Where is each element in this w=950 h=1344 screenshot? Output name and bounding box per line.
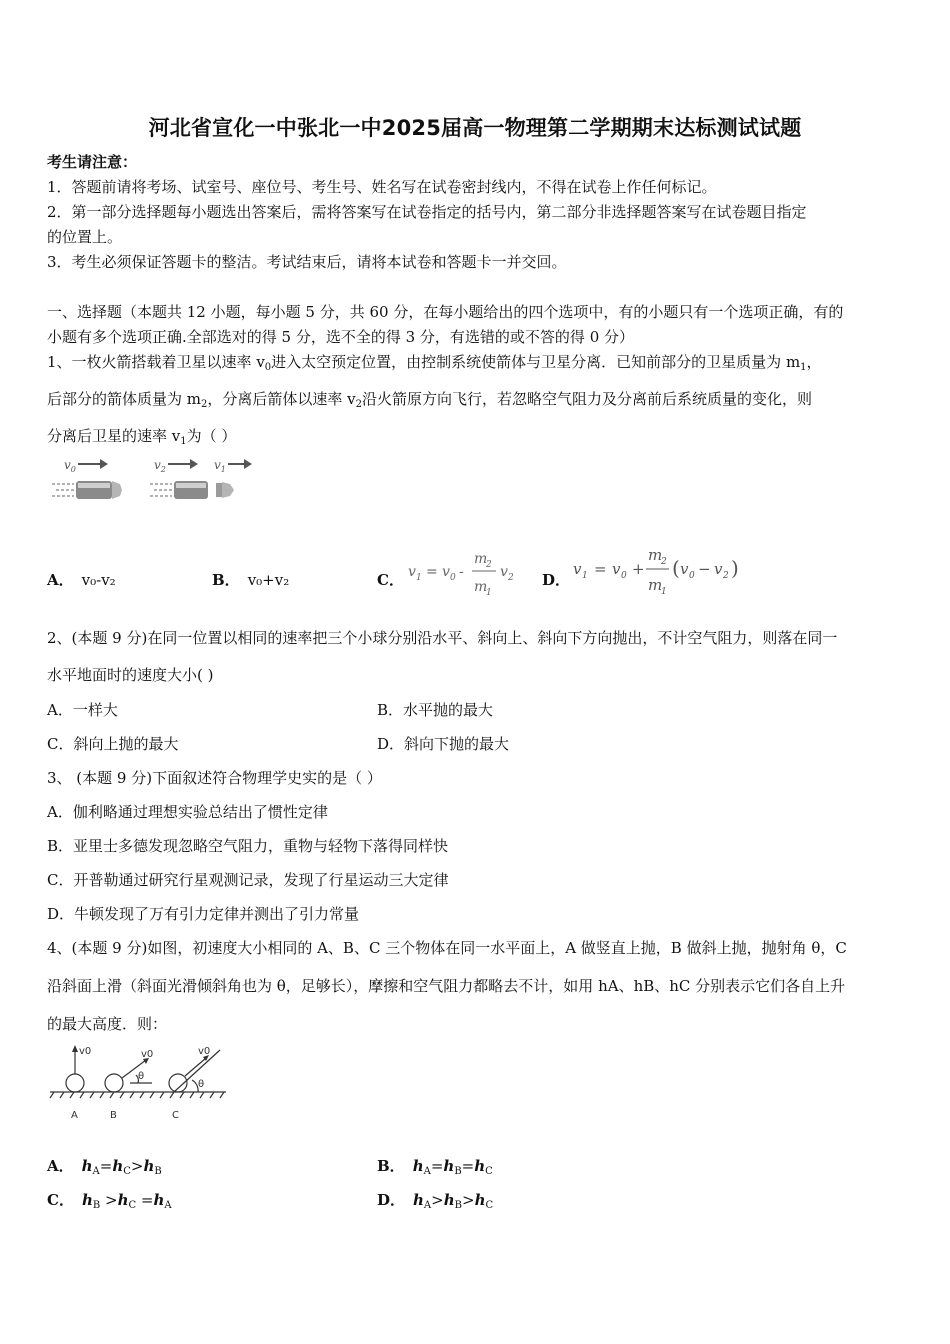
svg-text:=: = [594,560,607,578]
svg-text:−: − [698,560,711,578]
q2-line-1: 2、(本题 9 分)在同一位置以相同的速率把三个小球分别沿水平、斜向上、斜向下方向抛出，不计空气阻力，则落在同一 [47,629,838,647]
notice-item-1: 1．答题前请将考场、试室号、座位号、考生号、姓名写在试卷密封线内，不得在试卷上作任何标记。 [47,178,717,196]
q1-option-c-formula [404,546,522,596]
svg-text:B: B [110,1110,117,1121]
svg-text:v0: $v_0$ [64,458,76,474]
q4-line-2: 沿斜面上滑（斜面光滑倾斜角也为 θ，足够长），摩擦和空气阻力都略去不计，如用 hA、hB、hC 分别表示它们各自上升 [47,977,846,995]
svg-text:2: 2 [723,571,729,581]
svg-text:1: 1 [582,571,588,581]
svg-text:A: A [71,1110,78,1121]
q1-line-1: 1、一枚火箭搭载着卫星以速率 $v_0$进入太空预定位置，由控制系统使箭体与卫星分离．已知前部分的卫星质量为 $m_1$， [47,353,822,373]
q2-line-2: 水平地面时的速度大小( ) [47,666,214,684]
q1-line-3: 分离后卫星的速率 $v_1$为（ ） [47,427,237,447]
q4-option-c[interactable]: C． $h_B >h_C =h_A$ [47,1191,172,1211]
svg-text:v2: $v_2$ [154,458,166,474]
svg-text:v: v [714,560,723,578]
svg-text:v: v [442,564,450,580]
q1-option-d-formula [570,544,742,596]
svg-text:v: v [680,560,689,578]
q3-option-c[interactable]: C．开普勒通过研究行星观测记录，发现了行星运动三大定律 [47,871,449,889]
q3-line-1: 3、 (本题 9 分)下面叙述符合物理学史实的是（ ） [47,769,382,787]
section1-intro-1: 一、选择题（本题共 12 小题，每小题 5 分，共 60 分，在每小题给出的四个选项中，有的小题只有一个选项正确，有的 [47,303,844,321]
q3-option-b[interactable]: B．亚里士多德发现忽略空气阻力，重物与轻物下落得同样快 [47,837,449,855]
q1-line-2: 后部分的箭体质量为 $m_2$，分离后箭体以速率 $v_2$沿火箭原方向飞行，若忽略空气阻力及分离前后系统质量的变化，则 [47,390,813,410]
q4-option-d[interactable]: D． $h_A>h_B>h_C$ [377,1191,494,1211]
q2-option-c[interactable]: C．斜向上抛的最大 [47,735,179,753]
section1-intro-2: 小题有多个选项正确.全部选对的得 5 分，选不全的得 3 分，有选错的或不答的得 0 分） [47,328,635,346]
notice-heading: 考生请注意： [47,153,138,171]
q4-line-1: 4、(本题 9 分)如图，初速度大小相同的 A、B、C 三个物体在同一水平面上，A 做竖直上抛，B 做斜上抛，抛射角 θ，C [47,939,847,957]
q3-option-a[interactable]: A．伽利略通过理想实验总结出了惯性定律 [47,803,328,821]
svg-text:2: 2 [508,573,514,583]
page-title: 河北省宣化一中张北一中2025届高一物理第二学期期末达标测试试题 [148,116,802,140]
svg-text:v1: $v_1$ [214,458,226,474]
q2-option-b[interactable]: B．水平抛的最大 [377,701,494,719]
svg-text:m: m [648,576,663,594]
q1-option-b[interactable]: B． v₀+v₂ [212,571,290,589]
rocket-separation-figure [48,454,260,510]
svg-text:m: m [474,579,488,595]
q1-option-c[interactable]: C． [377,571,404,589]
svg-text:=: = [426,564,438,580]
svg-text:v: v [573,560,582,578]
q4-option-a[interactable]: A． $h_A=h_C>h_B$ [47,1157,162,1177]
svg-text:2: 2 [661,557,667,567]
notice-item-3: 3．考生必须保证答题卡的整洁。考试结束后，请将本试卷和答题卡一并交回。 [47,253,567,271]
svg-text:1: 1 [486,588,492,596]
svg-text:θ: θ [198,1079,205,1090]
q2-option-a[interactable]: A．一样大 [47,701,118,719]
q1-option-d[interactable]: D． [542,571,571,589]
svg-text:C: C [172,1110,179,1121]
svg-text:-: - [459,564,464,580]
q3-option-d[interactable]: D．牛顿发现了万有引力定律并测出了引力常量 [47,905,360,923]
q4-option-b[interactable]: B． $h_A=h_B=h_C$ [377,1157,493,1177]
svg-text:0: 0 [689,571,695,581]
svg-text:0: 0 [621,571,627,581]
svg-text:v0: v0 [141,1049,154,1060]
q4-line-3: 的最大高度．则： [47,1015,168,1033]
projectile-figure [48,1042,228,1124]
q1-option-a[interactable]: A． v₀-v₂ [47,571,116,589]
svg-text:1: 1 [661,587,667,596]
svg-text:v: v [500,564,508,580]
q2-option-d[interactable]: D．斜向下抛的最大 [377,735,510,753]
svg-text:m: m [648,546,663,564]
svg-text:m: m [474,551,488,567]
svg-text:0: 0 [450,573,456,583]
svg-text:2: 2 [486,560,492,570]
svg-text:(: ( [672,556,680,580]
notice-item-2: 2．第一部分选择题每小题选出答案后，需将答案写在试卷指定的括号内，第二部分非选择题答案写在试卷题目指定 [47,203,807,221]
svg-text:+: + [632,560,645,578]
svg-text:v0: v0 [79,1046,92,1057]
svg-text:θ: θ [138,1071,145,1082]
svg-text:v: v [408,564,416,580]
notice-item-2-cont: 的位置上。 [47,228,123,246]
svg-text:1: 1 [416,573,422,583]
svg-text:v0: v0 [198,1046,211,1057]
svg-text:): ) [731,556,739,580]
svg-text:v: v [612,560,621,578]
